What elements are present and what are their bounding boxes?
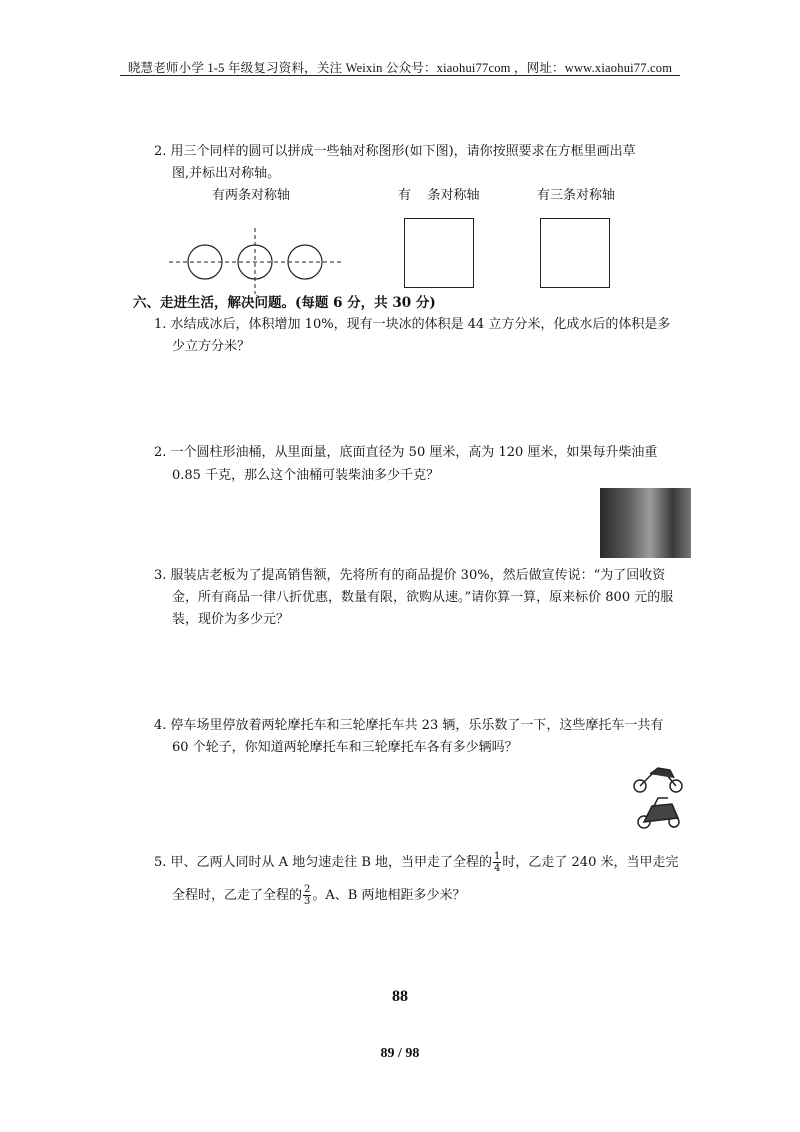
fraction-two-thirds [303, 884, 311, 907]
problem5-line1-text-b: 时，乙走了 240 米，当甲走完 [502, 855, 679, 870]
problem1-line2: 少立方分米？ [172, 339, 251, 354]
q2-line1: 2. 用三个同样的圆可以拼成一些轴对称图形(如下图)，请你按照要求在方框里画出草 [154, 144, 636, 159]
problem5-line2-text-a: 全程时，乙走了全程的 [172, 888, 303, 903]
caption-three-axes: 有三条对称轴 [537, 188, 616, 203]
problem5-line2-text-b: 。A、B 两地相距多少米？ [312, 888, 466, 903]
drawing-box-blank-axes[interactable] [404, 218, 474, 288]
page-header: 晓慧老师小学 1-5 年级复习资料，关注 Weixin 公众号：xiaohui77com ，网址：www.xiaohui77.com [127, 61, 673, 75]
motorcycle-two-wheel-icon [634, 768, 682, 792]
page-number: 88 [392, 988, 408, 1005]
section-six-title: 六、走进生活，解决问题。(每题 6 分，共 30 分) [133, 295, 436, 311]
fraction2-numerator: 2 [304, 884, 311, 895]
fraction2-denominator: 3 [304, 896, 311, 907]
fraction1-denominator: 4 [494, 863, 501, 874]
problem4-line2: 60 个轮子，你知道两轮摩托车和三轮摩托车各有多少辆吗？ [172, 740, 518, 755]
problem2-line2: 0.85 千克，那么这个油桶可装柴油多少千克？ [172, 468, 440, 483]
problem5-line2 [172, 884, 465, 907]
problem4-line1: 4. 停车场里停放着两轮摩托车和三轮摩托车共 23 辆，乐乐数了一下，这些摩托车一共有 [154, 718, 664, 733]
oil-barrel-photo [600, 488, 691, 558]
drawing-box-three-axes[interactable] [540, 218, 610, 288]
problem5-line1 [154, 851, 678, 874]
motorcycle-three-wheel-icon [638, 798, 679, 828]
header-divider [120, 75, 680, 76]
problem2-line1: 2. 一个圆柱形油桶，从里面量，底面直径为 50 厘米，高为 120 厘米，如果每升柴油重 [154, 445, 658, 460]
problem3-line3: 装，现价为多少元？ [172, 612, 290, 627]
problem3-line2: 金，所有商品一律八折优惠，数量有限，欲购从速。”请你算一算，原来标价 800 元的服 [172, 590, 674, 605]
problem1-line1: 1. 水结成冰后，体积增加 10%，现有一块冰的体积是 44 立方分米，化成水后的体积是多 [154, 317, 671, 332]
caption-blank-axes: 有 条对称轴 [398, 188, 480, 203]
caption-two-axes: 有两条对称轴 [212, 188, 291, 203]
motorcycles-illustration [628, 760, 690, 832]
three-circles-figure [165, 226, 345, 296]
problem3-line1: 3. 服装店老板为了提高销售额，先将所有的商品提价 30%，然后做宣传说：“为了回收资 [154, 568, 666, 583]
page-counter: 89 / 98 [380, 1046, 420, 1061]
fraction1-numerator: 1 [494, 851, 501, 862]
q2-line2: 图,并标出对称轴。 [172, 166, 281, 181]
problem5-line1-text-a: 5. 甲、乙两人同时从 A 地匀速走往 B 地，当甲走了全程的 [154, 855, 493, 870]
fraction-one-quarter [493, 851, 501, 874]
